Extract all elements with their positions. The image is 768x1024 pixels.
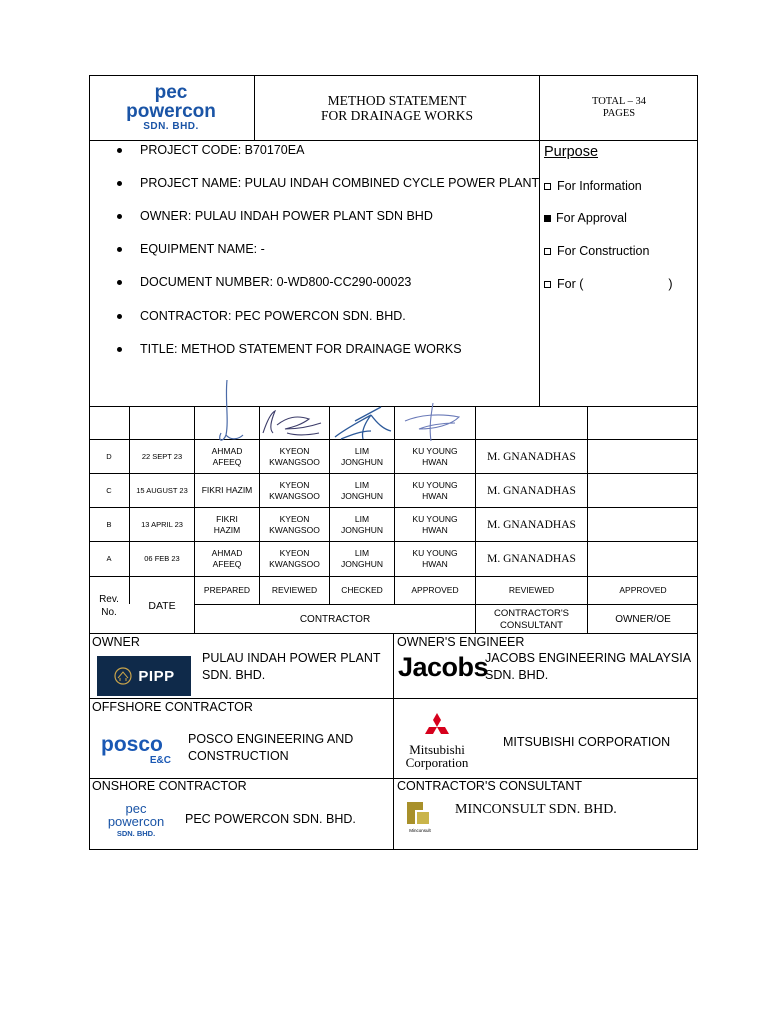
onshore-pec-logo: pec powercon SDN. BHD. (107, 801, 165, 838)
prepared-cell: FIKRI HAZIM (201, 485, 253, 495)
info-contractor: CONTRACTOR: PEC POWERCON SDN. BHD. (117, 309, 406, 323)
owners-engineer-name: JACOBS ENGINEERING MALAYSIA SDN. BHD. (485, 651, 692, 682)
owner-label: OWNER (92, 635, 140, 649)
info-equipment-name: EQUIPMENT NAME: - (117, 242, 265, 256)
document-title: METHOD STATEMENT FOR DRAINAGE WORKS (320, 93, 473, 123)
info-title: TITLE: METHOD STATEMENT FOR DRAINAGE WORKS (117, 342, 462, 356)
approved-cell: KU YOUNG HWAN (412, 513, 458, 535)
reviewed-cell: KYEON KWANGSOO (269, 513, 320, 535)
mitsubishi-name: MITSUBISHI CORPORATION (503, 735, 671, 749)
approved-cell: KU YOUNG HWAN (412, 479, 458, 501)
checkbox-empty-icon (544, 183, 551, 190)
prepared-cell: FIKRI HAZIM (213, 513, 241, 535)
signature-checked (331, 401, 399, 443)
consultant-cell: M. GNANADHAS (487, 484, 576, 497)
checked-cell: LIM JONGHUN (340, 548, 384, 569)
checked-cell: LIM JONGHUN (340, 479, 384, 501)
rev-cell: A (106, 554, 112, 563)
onshore-contractor-name: PEC POWERCON SDN. BHD. (185, 812, 356, 826)
contractors-consultant-label: CONTRACTOR'S CONSULTANT (397, 779, 583, 793)
info-document-number: DOCUMENT NUMBER: 0-WD800-CC290-00023 (117, 275, 411, 289)
checkbox-checked-icon (544, 215, 551, 222)
date-cell: 22 SEPT 23 (141, 451, 183, 461)
consultant-cell: M. GNANADHAS (487, 450, 576, 463)
date-cell: 06 FEB 23 (144, 554, 180, 563)
header-reviewed-2: REVIEWED (508, 585, 555, 595)
consultant-cell: M. GNANADHAS (487, 518, 576, 531)
purpose-title: Purpose (544, 144, 599, 160)
approved-cell: KU YOUNG HWAN (412, 548, 458, 569)
rev-cell: B (106, 519, 112, 529)
pipp-logo: PIPP (97, 656, 191, 696)
onshore-contractor-label: ONSHORE CONTRACTOR (92, 779, 247, 793)
signature-approved (395, 399, 473, 445)
date-cell: 13 APRIL 23 (141, 519, 183, 529)
header-prepared: PREPARED (203, 585, 251, 595)
date-cell: 15 AUGUST 23 (136, 485, 188, 495)
header-rev-no: Rev. No. (99, 593, 119, 618)
purpose-option-construction[interactable]: For Construction (544, 244, 649, 258)
prepared-cell: AHMAD AFEEQ (211, 548, 243, 569)
minconsult-logo: Minconsult (403, 798, 437, 833)
reviewed-cell: KYEON KWANGSOO (269, 445, 320, 467)
header-reviewed: REVIEWED (271, 585, 318, 595)
owner-name: PULAU INDAH POWER PLANT SDN. BHD. (202, 651, 381, 682)
reviewed-cell: KYEON KWANGSOO (269, 548, 320, 569)
header-checked: CHECKED (341, 585, 383, 595)
info-project-name: PROJECT NAME: PULAU INDAH COMBINED CYCLE POWER PLANT (117, 176, 539, 190)
mitsubishi-logo: Mitsubishi Corporation (398, 713, 476, 770)
header-date: DATE (148, 599, 176, 612)
posco-logo: posco E&C (101, 733, 171, 766)
reviewed-cell: KYEON KWANGSOO (269, 479, 320, 501)
rev-cell: C (106, 485, 112, 495)
pipp-emblem-icon (113, 666, 133, 686)
header-approved-2: APPROVED (619, 585, 667, 595)
total-pages: TOTAL – 34 PAGES (592, 96, 646, 119)
checked-cell: LIM JONGHUN (340, 513, 384, 535)
header-contractors-consultant: CONTRACTOR'S CONSULTANT (493, 607, 569, 631)
mitsubishi-diamonds-icon (420, 713, 454, 743)
jacobs-logo: Jacobs (398, 652, 489, 682)
offshore-contractor-label: OFFSHORE CONTRACTOR (92, 700, 253, 714)
minconsult-emblem-icon (403, 798, 433, 828)
info-owner: OWNER: PULAU INDAH POWER PLANT SDN BHD (117, 209, 433, 223)
owners-engineer-label: OWNER'S ENGINEER (397, 635, 525, 649)
approved-cell: KU YOUNG HWAN (412, 445, 458, 467)
header-approved: APPROVED (411, 585, 459, 595)
info-project-code: PROJECT CODE: B70170EA (117, 143, 304, 157)
header-owner-oe: OWNER/OE (615, 614, 671, 625)
rev-cell: D (106, 451, 112, 461)
pec-powercon-logo: pec powercon SDN. BHD. (126, 82, 216, 132)
cover-sheet (89, 75, 698, 850)
checkbox-empty-icon (544, 248, 551, 255)
prepared-cell: AHMAD AFEEQ (211, 445, 243, 467)
posco-name: POSCO ENGINEERING AND CONSTRUCTION (188, 732, 354, 763)
header-contractor: CONTRACTOR (299, 614, 371, 625)
purpose-option-information[interactable]: For Information (544, 179, 642, 193)
consultant-name: MINCONSULT SDN. BHD. (455, 802, 617, 817)
purpose-option-other[interactable]: For ( ) (544, 277, 673, 291)
checked-cell: LIM JONGHUN (340, 445, 384, 467)
signature-reviewed (257, 403, 329, 443)
consultant-cell: M. GNANADHAS (487, 553, 576, 565)
checkbox-empty-icon (544, 281, 551, 288)
purpose-option-approval[interactable]: For Approval (544, 211, 627, 225)
